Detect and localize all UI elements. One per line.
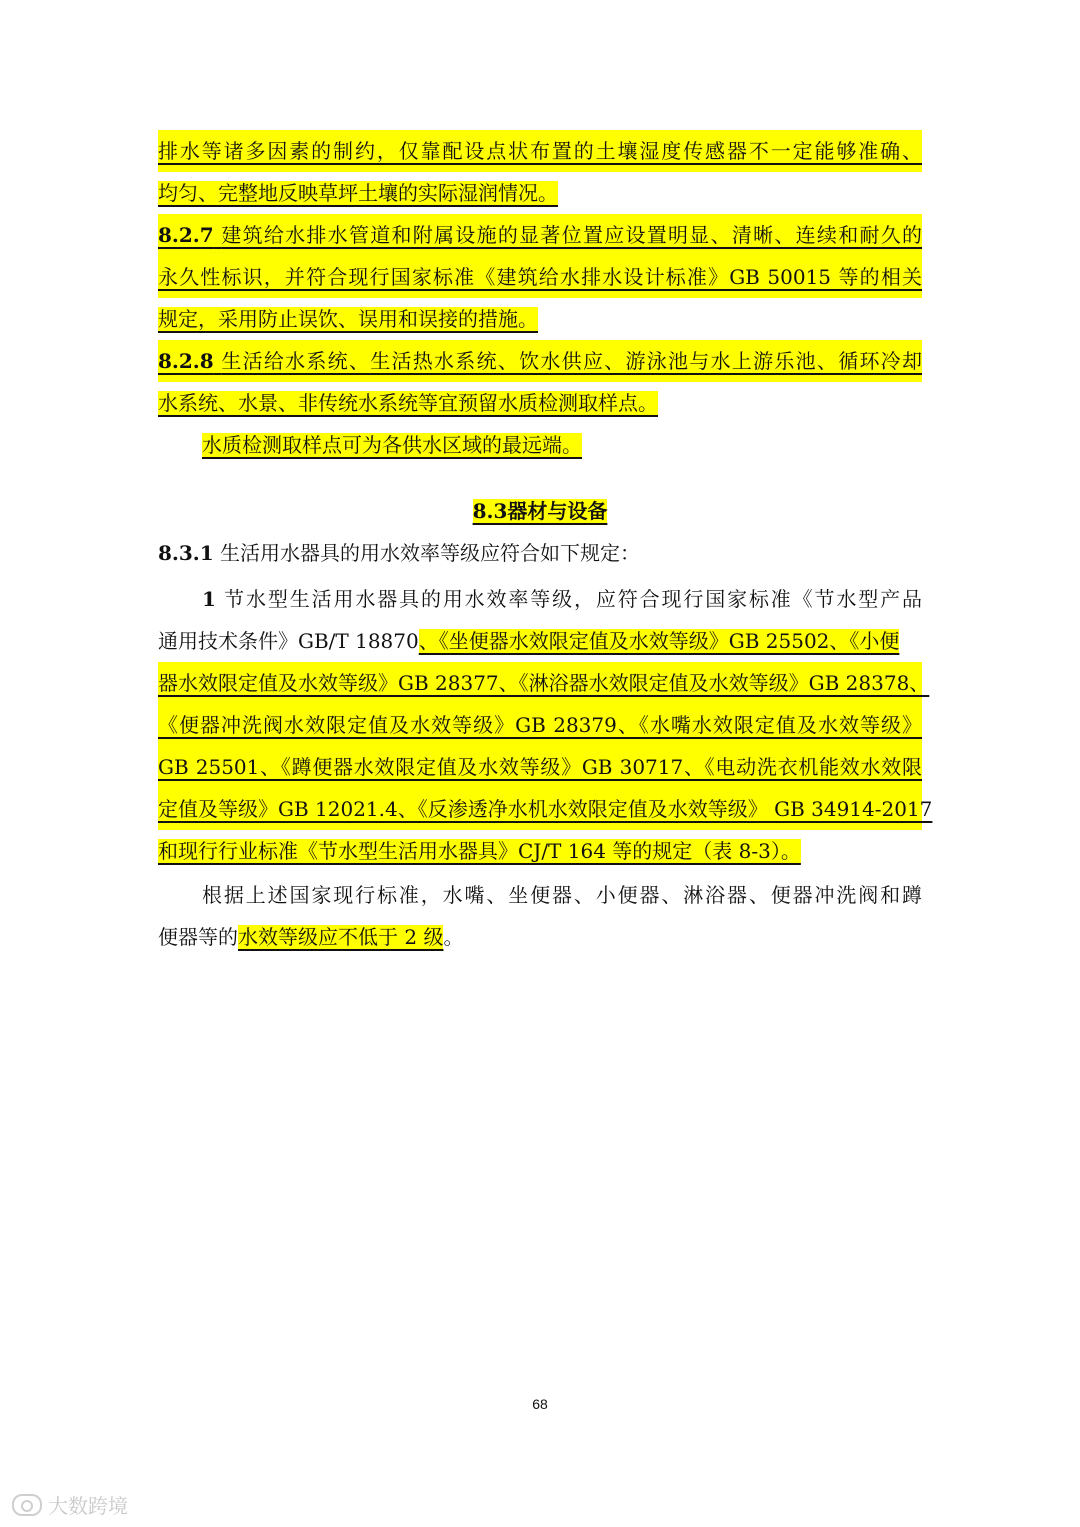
- highlighted-text: 和现行行业标准《节水型生活用水器具》CJ/T 164 等的规定（表 8-3）。: [158, 839, 801, 863]
- item-text: 节水型生活用水器具的用水效率等级，应符合现行国家标准《节水型产品: [224, 587, 923, 611]
- item-number: 1: [202, 587, 216, 611]
- clause-text: 生活用水器具的用水效率等级应符合如下规定：: [220, 541, 641, 565]
- highlighted-text: 定值及等级》GB 12021.4、《反渗透净水机水效限定值及水效等级》 GB 34914-2017: [158, 788, 922, 830]
- watermark: [12, 1490, 128, 1519]
- paragraph-text: 根据上述国家现行标准，水嘴、坐便器、小便器、淋浴器、便器冲洗阀和蹲: [202, 883, 922, 907]
- item-text: 通用技术条件》GB/T 18870: [158, 629, 419, 653]
- clause-number: 8.2.8: [158, 349, 214, 373]
- highlighted-text: GB 25501、《蹲便器水效限定值及水效等级》GB 30717、《电动洗衣机能效水效限: [158, 746, 922, 788]
- section-title: 8.3器材与设备: [472, 499, 608, 523]
- clause-text: 永久性标识，并符合现行国家标准《建筑给水排水设计标准》GB 50015 等的相关: [158, 256, 922, 298]
- clause-text: 水系统、水景、非传统水系统等宜预留水质检测取样点。: [158, 391, 658, 415]
- clause-text: 生活给水系统、生活热水系统、饮水供应、游泳池与水上游乐池、循环冷却: [221, 349, 923, 373]
- clause-8-2-7: [158, 214, 922, 340]
- highlighted-text: 排水等诸多因素的制约，仅靠配设点状布置的土壤湿度传感器不一定能够准确、: [158, 130, 922, 172]
- section-heading: [158, 490, 922, 532]
- clause-note: 水质检测取样点可为各供水区域的最远端。: [202, 433, 582, 457]
- clause-text: 规定，采用防止误饮、误用和误接的措施。: [158, 307, 538, 331]
- clause-8-2-8: [158, 340, 922, 466]
- clause-text: 建筑给水排水管道和附属设施的显著位置应设置明显、清晰、连续和耐久的: [221, 223, 923, 247]
- paragraph-continuation: [158, 130, 922, 214]
- highlighted-text: 均匀、完整地反映草坪土壤的实际湿润情况。: [158, 181, 558, 205]
- highlighted-text: 、《坐便器水效限定值及水效等级》GB 25502、《小便: [418, 629, 900, 653]
- watermark-text: 大数跨境: [48, 1494, 128, 1518]
- paragraph-summary: [158, 874, 922, 958]
- highlighted-text: 《便器冲洗阀水效限定值及水效等级》GB 28379、《水嘴水效限定值及水效等级》: [158, 704, 922, 746]
- paragraph-text: 。: [443, 925, 464, 949]
- clause-number: 8.3.1: [158, 541, 214, 565]
- highlighted-text: 器水效限定值及水效等级》GB 28377、《淋浴器水效限定值及水效等级》GB 28378、: [158, 662, 922, 704]
- highlighted-text: 水效等级应不低于 2 级: [238, 925, 444, 949]
- clause-number: 8.2.7: [158, 223, 214, 247]
- wechat-logo-icon: [12, 1494, 42, 1516]
- clause-8-3-1: [158, 532, 922, 574]
- page-number: 68: [532, 1396, 548, 1412]
- item-1: [158, 578, 933, 872]
- paragraph-text: 便器等的: [158, 925, 238, 949]
